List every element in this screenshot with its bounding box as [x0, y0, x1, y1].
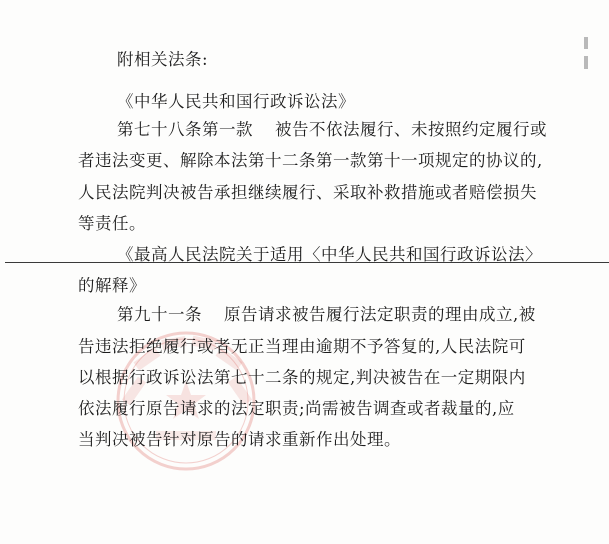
scan-edge-mark	[584, 37, 588, 49]
article-91-line-5: 当判决被告针对原告的请求重新作出处理。	[78, 430, 401, 449]
article-91-number: 第九十一条	[117, 305, 202, 324]
article-91-line-4: 依法履行原告请求的法定职责;尚需被告调查或者裁量的,应	[78, 399, 515, 418]
article-91-line-1	[117, 305, 536, 325]
law-title-interpretation-line-1: 《最高人民法院关于适用〈中华人民共和国行政诉讼法〉	[117, 245, 542, 264]
article-91-line-3: 以根据行政诉讼法第七十二条的规定,判决被告在一定期限内	[78, 368, 526, 387]
article-78-line-2: 者违法变更、解除本法第十二条第一款第十一项规定的协议的,	[78, 151, 543, 170]
horizontal-rule	[5, 262, 609, 263]
article-78-line-3: 人民法院判决被告承担继续履行、采取补救措施或者赔偿损失	[78, 183, 537, 202]
article-78-line-4: 等责任。	[78, 214, 146, 233]
article-91-line-2: 告违法拒绝履行或者无正当理由逾期不予答复的,人民法院可	[78, 337, 526, 356]
attached-provisions-heading: 附相关法条:	[117, 50, 209, 69]
article-91-text: 原告请求被告履行法定职责的理由成立,被	[224, 305, 536, 324]
article-78-number: 第七十八条第一款	[117, 120, 253, 139]
law-title-administrative-procedure-law: 《中华人民共和国行政诉讼法》	[117, 92, 355, 111]
article-78-line-1	[117, 120, 547, 140]
scan-edge-mark	[584, 56, 588, 69]
article-78-text: 被告不依法履行、未按照约定履行或	[275, 120, 547, 139]
law-title-interpretation-line-2: 的解释》	[78, 276, 146, 295]
